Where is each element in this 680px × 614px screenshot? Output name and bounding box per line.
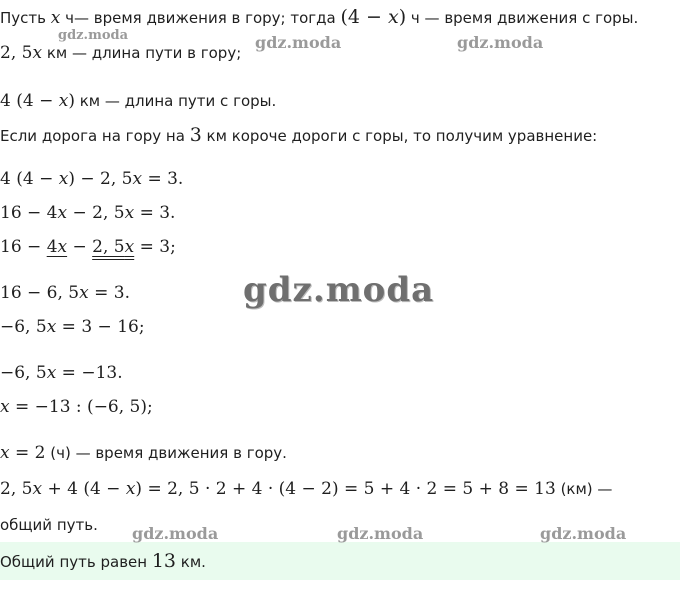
- solution-line-2: 2, 5x км — длина пути в гору;: [0, 43, 242, 63]
- watermark-small-top-left: gdz.moda: [58, 28, 129, 43]
- equation-line-1: 4 (4 − x) − 2, 5x = 3.: [0, 169, 184, 189]
- watermark-bottom-left: gdz.moda: [132, 524, 219, 543]
- answer-text: Общий путь равен 13 км.: [0, 550, 206, 572]
- watermark-bottom-center: gdz.moda: [337, 524, 424, 543]
- answer-box: [0, 542, 680, 580]
- equation-line-6: −6, 5x = −13.: [0, 363, 123, 383]
- result-line: x = 2 (ч) — время движения в гору.: [0, 443, 287, 463]
- solution-line-4: Если дорога на гору на 3 км короче дороги с горы, то получим уравнение:: [0, 124, 598, 146]
- equation-line-3: 16 − 4x − 2, 5x = 3;: [0, 237, 176, 257]
- watermark-center: gdz.moda: [243, 270, 435, 310]
- total-path-label: общий путь.: [0, 516, 98, 534]
- watermark-top-right: gdz.moda: [457, 33, 544, 52]
- equation-line-5: −6, 5x = 3 − 16;: [0, 317, 145, 337]
- underlined-term-2-5x: 2, 5x: [92, 237, 135, 257]
- equation-line-2: 16 − 4x − 2, 5x = 3.: [0, 203, 176, 223]
- total-path-equation: 2, 5x + 4 (4 − x) = 2, 5 · 2 + 4 · (4 − 2) = 5 + 4 · 2 = 5 + 8 = 13 (км) —: [0, 479, 613, 499]
- solution-line-3: 4 (4 − x) км — длина пути с горы.: [0, 91, 277, 111]
- underlined-term-4x: 4x: [46, 237, 68, 257]
- watermark-bottom-right: gdz.moda: [540, 524, 627, 543]
- solution-line-1: Пусть x ч— время движения в гору; тогда (4 − x) ч — время движения с горы.: [0, 6, 639, 28]
- equation-line-4: 16 − 6, 5x = 3.: [0, 283, 130, 303]
- watermark-top-center: gdz.moda: [255, 33, 342, 52]
- equation-line-7: x = −13 : (−6, 5);: [0, 397, 153, 417]
